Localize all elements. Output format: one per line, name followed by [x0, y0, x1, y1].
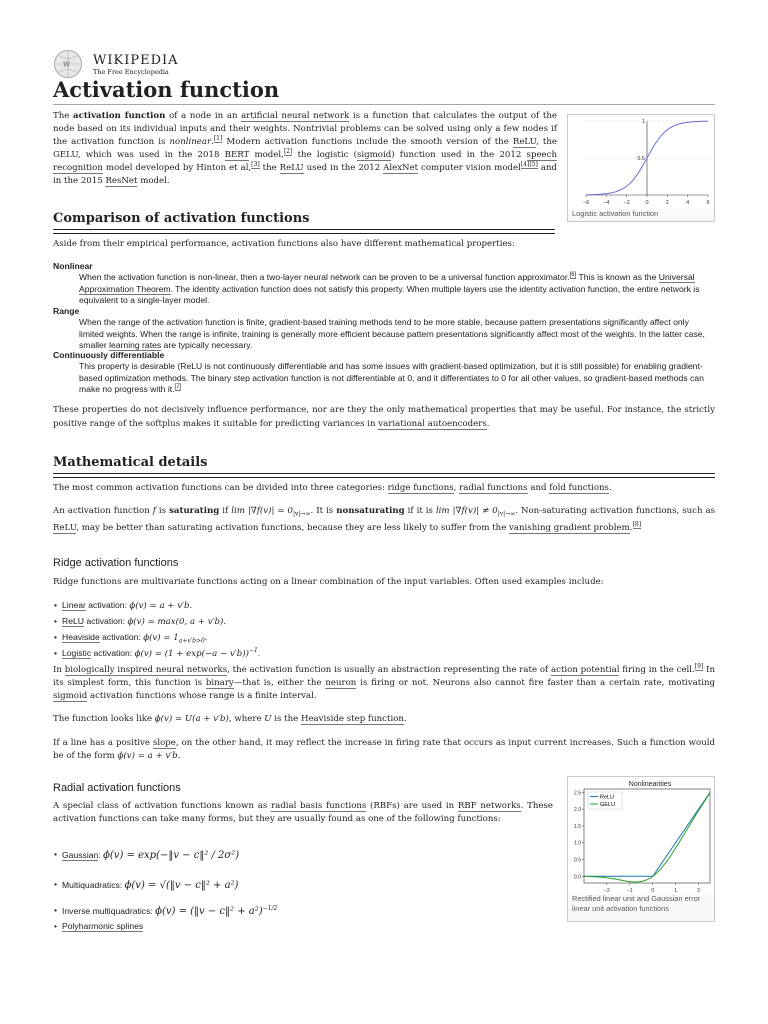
- heading-comparison: Comparison of activation functions: [53, 211, 310, 226]
- intro-text: model,: [249, 150, 284, 161]
- intro-text: used in the 2012: [303, 163, 384, 174]
- legend-label-relu: ReLU: [600, 794, 615, 801]
- heaviside-paragraph: [53, 713, 715, 727]
- radial-text: . These activation functions can take many forms, but they are usually found as one of the following functions:: [53, 801, 553, 824]
- link-relu-2[interactable]: ReLU: [279, 163, 304, 174]
- math-gaussian: ϕ(v) = exp(−‖v − c‖² / 2σ²): [103, 850, 240, 861]
- outro-text: These properties do not decisively influence performance, nor are they the only mathematical properties that may be useful. For instance, the strictly positive range of the softplus makes it suitable for predicting variances in: [53, 405, 715, 429]
- link-ridge-functions[interactable]: ridge functions: [387, 483, 454, 493]
- link-bert[interactable]: BERT: [224, 150, 250, 161]
- intro-text: of a node in an: [165, 111, 242, 121]
- page-title: Activation function: [53, 77, 280, 102]
- link-artificial-neural-network[interactable]: artificial neural network: [241, 111, 350, 121]
- math-sup: −1/2: [262, 905, 278, 913]
- ref-8[interactable]: [8]: [632, 521, 642, 529]
- math-text: .: [629, 523, 633, 534]
- svg-text:W: W: [63, 61, 71, 69]
- ref-1[interactable]: [1]: [213, 135, 223, 143]
- chart-title: Nonlinearities: [628, 781, 672, 788]
- intro-text: computer vision model: [418, 163, 521, 174]
- ref-7[interactable]: [7]: [174, 384, 182, 391]
- item-text: :: [98, 850, 104, 860]
- heading-radial: Radial activation functions: [53, 782, 181, 794]
- intro-italic: nonlinear: [169, 137, 212, 148]
- legend-label-gelu: GELU: [600, 802, 615, 808]
- link-gaussian[interactable]: Gaussian: [62, 850, 99, 860]
- nonlinearities-caption: Rectified linear unit and Gaussian error linear unit activation functions: [572, 894, 701, 913]
- intro-text: , the GELU, which was used in the 2018: [53, 137, 557, 161]
- link-vanishing-gradient-problem[interactable]: vanishing gradient problem: [509, 523, 630, 534]
- y-tick-label: 0.0: [574, 874, 581, 881]
- item-text: activation:: [99, 632, 144, 642]
- math-linear-form: ϕ(v) = a + v′b: [117, 751, 178, 762]
- intro-bold: activation function: [73, 111, 166, 121]
- y-tick-label: 1.5: [574, 823, 581, 830]
- outro-text: .: [486, 418, 490, 429]
- link-variational-autoencoders[interactable]: variational autoencoders: [378, 418, 487, 429]
- ridge-text: is the: [271, 714, 301, 724]
- ref-2[interactable]: [2]: [283, 148, 293, 156]
- x-tick-label: 1: [674, 888, 678, 894]
- link-heaviside-step-function[interactable]: Heaviside step function: [300, 714, 404, 724]
- bio-paragraph: [53, 664, 715, 703]
- desc-text: When the range of the activation function is finite, gradient-based training methods tend to be more stable, because pattern presentations significantly affect only limited weights. When the range is infinite, training is generally more efficient because pattern presentations significantly affect most of the weights. In the latter case, smaller: [79, 317, 705, 351]
- intro-paragraph: The activation function of a node in an artificial neural network is a function that calculates the output of the node based on its individual inputs and their weights. Nontrivial problems can be solved using only a few nodes if the activation function is nonlinear.[1] Modern activation functions include the smooth version of the ReLU, the GELU, which was used in the 2018 BERT model,[2] the logistic (sigmoid) function used in the 2012 speech recognition model developed by Hinton et al,[3] the ReLU used in the 2012 AlexNet computer vision model[4][5] and in the 2015 ResNet model.: [53, 111, 558, 187]
- link-learning-rates[interactable]: learning rates: [109, 340, 162, 351]
- link-fold-functions[interactable]: fold functions: [549, 483, 609, 493]
- desc-text: . The identity activation function does not satisfy this property. When multiple layers use the identity activation function, the entire network is equivalent to a single-layer model.: [79, 283, 700, 306]
- radial-text: A special class of activation functions known as: [53, 801, 271, 811]
- link-radial-basis-functions[interactable]: radial basis functions: [270, 801, 367, 811]
- math-intro: [53, 482, 715, 496]
- term-continuously-differentiable: Continuously differentiable: [53, 350, 165, 360]
- heading-ridge: Ridge activation functions: [53, 557, 179, 569]
- ref-4-5[interactable]: [4][5]: [520, 161, 538, 169]
- ref-3[interactable]: [3]: [251, 161, 260, 169]
- list-item: [62, 848, 239, 864]
- link-universal-approximation-theorem[interactable]: Universal Approximation Theorem: [79, 272, 695, 294]
- math-lim-nonsaturating: lim |∇f(v)| ≠ 0: [435, 506, 498, 516]
- desc-text: This is known as the: [576, 272, 659, 282]
- desc-text: When the activation function is non-linear, then a two-layer neural network can be proven to be a universal function approximator.: [79, 272, 570, 282]
- ridge-text: If a line has a positive: [53, 738, 153, 748]
- math-logistic: ϕ(v) = (1 + exp(−a − v′b)): [134, 649, 249, 659]
- math-lim-sub: |v|→∞: [293, 510, 311, 518]
- term-saturating: saturating: [169, 506, 220, 516]
- math-text: , may be better than saturating activation functions, because they are less likely to suffer from the: [76, 523, 510, 534]
- chart-legend: [588, 792, 622, 809]
- link-relu-item[interactable]: ReLU: [62, 616, 84, 626]
- list-item: [62, 904, 277, 920]
- math-u: U: [264, 714, 272, 724]
- math-text: . It is: [310, 506, 337, 516]
- math-heaviside-form: ϕ(v) = U(a + v′b): [154, 714, 229, 724]
- y-tick-label: 0.5: [637, 156, 645, 162]
- x-tick-label: −6: [582, 200, 590, 206]
- y-tick-label: 2.0: [574, 807, 581, 814]
- link-speech-recognition[interactable]: speech recognition: [53, 150, 557, 174]
- y-tick-label: 0.5: [574, 857, 581, 864]
- x-tick-label: 4: [686, 200, 690, 206]
- link-sigmoid[interactable]: sigmoid: [357, 150, 392, 161]
- item-text: activation:: [91, 648, 135, 658]
- math-text: and: [527, 483, 550, 493]
- link-biologically-inspired[interactable]: biologically inspired neural networks: [64, 665, 228, 675]
- x-tick-label: 0: [645, 200, 649, 206]
- ref-6[interactable]: [6]: [569, 272, 577, 279]
- intro-text: the: [259, 163, 280, 174]
- term-nonlinear: Nonlinear: [53, 261, 93, 271]
- math-multiquadratics: ϕ(v) = √(‖v − c‖² + a²): [124, 880, 239, 891]
- nonlinearities-figure: [567, 776, 715, 922]
- comparison-intro: Aside from their empirical performance, activation functions also have different mathematical properties:: [53, 239, 515, 249]
- intro-text: is a function that calculates the output of the node based on its individual inputs and their weights. Nontrivial problems can be solved using only a few nodes if the activation function is: [53, 111, 558, 148]
- math-f: f: [152, 506, 156, 516]
- item-text: activation:: [85, 600, 130, 610]
- link-sigmoid-2[interactable]: sigmoid: [53, 690, 88, 701]
- link-rbf-networks[interactable]: RBF networks: [457, 801, 521, 811]
- intro-text: the logistic (: [292, 150, 357, 161]
- y-tick-label: 2.5: [574, 790, 581, 797]
- item-text: activation:: [83, 616, 128, 626]
- link-slope[interactable]: slope: [152, 738, 176, 748]
- link-radial-functions[interactable]: radial functions: [459, 483, 528, 493]
- x-tick-label: 0: [651, 888, 655, 894]
- title-divider: [53, 104, 715, 105]
- list-item: [62, 920, 143, 934]
- ridge-text: —that is, either the: [233, 677, 326, 688]
- ridge-text: In: [53, 665, 65, 675]
- logistic-caption: Logistic activation function: [572, 209, 659, 218]
- link-logistic[interactable]: Logistic: [62, 648, 92, 658]
- math-sub: a+v′b>0: [178, 637, 205, 645]
- item-text: .: [257, 648, 261, 658]
- slope-paragraph: [53, 737, 715, 764]
- list-item: [62, 615, 226, 630]
- logistic-plot[interactable]: [568, 115, 714, 209]
- list-item: [62, 647, 260, 662]
- math-text: . Non-saturating activation functions, such as: [515, 506, 716, 516]
- math-text: The most common activation functions can be divided into three categories:: [53, 483, 388, 493]
- intro-text: and in the 2015: [53, 163, 557, 187]
- intro-text: Modern activation functions include the smooth version of the: [222, 137, 513, 148]
- ridge-text: The function looks like: [53, 714, 155, 724]
- desc-text: This property is desirable (ReLU is not continuously differentiable and has some issues with gradient-based optimization, but it is still possible) for enabling gradient-based optimization methods. The binary step activation function is not differentiable at 0, and it differentiates to 0 for all other values, so gradient-based methods can make no progress with it.: [79, 361, 704, 395]
- intro-text: The: [53, 111, 74, 121]
- x-tick-label: −2: [604, 888, 610, 894]
- math-lim-sub: |v|→∞: [497, 510, 516, 518]
- item-text: Multiquadratics:: [62, 880, 125, 890]
- math-heaviside: ϕ(v) = 1: [143, 633, 179, 643]
- ridge-text: .: [177, 751, 181, 762]
- math-relu: ϕ(v) = max(0, a + v′b).: [127, 617, 227, 627]
- list-item: [62, 599, 192, 614]
- math-text: An activation function: [53, 506, 153, 516]
- ridge-text: is firing or not. Neurons also cannot fire faster than a certain rate, motivating: [356, 677, 715, 688]
- link-relu-3[interactable]: ReLU: [53, 523, 77, 534]
- term-nonsaturating: nonsaturating: [336, 506, 405, 516]
- x-tick-label: −1: [626, 888, 633, 894]
- math-text: if: [219, 506, 232, 516]
- link-neuron[interactable]: neuron: [325, 677, 357, 688]
- item-text: .: [204, 632, 208, 642]
- intro-text: model.: [137, 176, 170, 187]
- desc-nonlinear: [79, 272, 715, 307]
- link-relu[interactable]: ReLU: [512, 137, 537, 148]
- math-linear: ϕ(v) = a + v′b.: [129, 601, 193, 611]
- heading-rule: [53, 229, 555, 234]
- ridge-text: , where: [228, 714, 265, 724]
- y-tick-label: 1.0: [574, 840, 581, 847]
- math-sup: −1: [248, 647, 258, 655]
- site-tagline: The Free Encyclopedia: [93, 68, 169, 76]
- desc-range: [79, 317, 715, 352]
- math-text: if it is: [404, 506, 436, 516]
- intro-text: model developed by Hinton et al,: [102, 163, 252, 174]
- ridge-text: activation functions whose range is a finite interval.: [87, 690, 317, 701]
- math-text: .: [608, 483, 612, 493]
- math-inverse-multiquadratics: ϕ(v) = (‖v − c‖² + a²): [155, 906, 263, 917]
- heading-mathematical-details: Mathematical details: [53, 455, 208, 470]
- ridge-text: , the activation function is usually an abstraction representing the rate of: [227, 665, 552, 675]
- ridge-text: , on the other hand, it may reflect the increase in firing rate that occurs as input current increases. Such a function would be of the form: [53, 738, 715, 762]
- logistic-figure: [567, 114, 715, 222]
- ref-9[interactable]: [9]: [694, 663, 704, 671]
- list-item: [62, 631, 207, 646]
- wikipedia-globe-icon[interactable]: [53, 49, 83, 79]
- term-range: Range: [53, 306, 80, 316]
- link-alexnet[interactable]: AlexNet: [383, 163, 419, 174]
- saturating-paragraph: [53, 503, 715, 536]
- link-action-potential[interactable]: action potential: [551, 665, 620, 675]
- list-item: [62, 878, 238, 894]
- radial-text: (RBFs) are used in: [366, 801, 458, 811]
- item-text: Inverse multiquadratics:: [62, 906, 156, 916]
- ridge-text: .: [403, 714, 407, 724]
- comparison-outro: [53, 404, 715, 432]
- math-text: is: [155, 506, 170, 516]
- x-tick-label: −2: [623, 200, 630, 206]
- ridge-text: In its simplest form, this function is: [53, 665, 715, 688]
- x-tick-label: 6: [706, 200, 710, 206]
- x-tick-label: 2: [697, 888, 700, 894]
- desc-continuously-differentiable: [79, 361, 715, 396]
- nonlinearities-plot[interactable]: [568, 777, 714, 895]
- radial-intro: [53, 800, 553, 826]
- link-linear[interactable]: Linear: [62, 600, 86, 610]
- link-polyharmonic-splines[interactable]: Polyharmonic splines: [62, 921, 144, 931]
- ridge-text: firing in the cell.: [619, 665, 695, 675]
- x-tick-label: −4: [603, 200, 610, 206]
- math-lim-saturating: lim |∇f(v)| = 0: [231, 506, 294, 516]
- ridge-intro: Ridge functions are multivariate functions acting on a linear combination of the input variables. Often used examples include:: [53, 577, 604, 587]
- y-tick-label: 1: [641, 119, 645, 125]
- link-binary[interactable]: binary: [205, 677, 234, 688]
- link-resnet[interactable]: ResNet: [105, 176, 138, 187]
- site-wordmark[interactable]: WIKIPEDIA: [93, 53, 179, 68]
- heading-rule: [53, 473, 715, 478]
- x-tick-label: 2: [665, 200, 669, 206]
- intro-text: ) function used in the 2012: [391, 150, 527, 161]
- link-heaviside[interactable]: Heaviside: [62, 632, 100, 642]
- math-text: ,: [453, 483, 460, 493]
- desc-text: are typically necessary.: [161, 340, 253, 351]
